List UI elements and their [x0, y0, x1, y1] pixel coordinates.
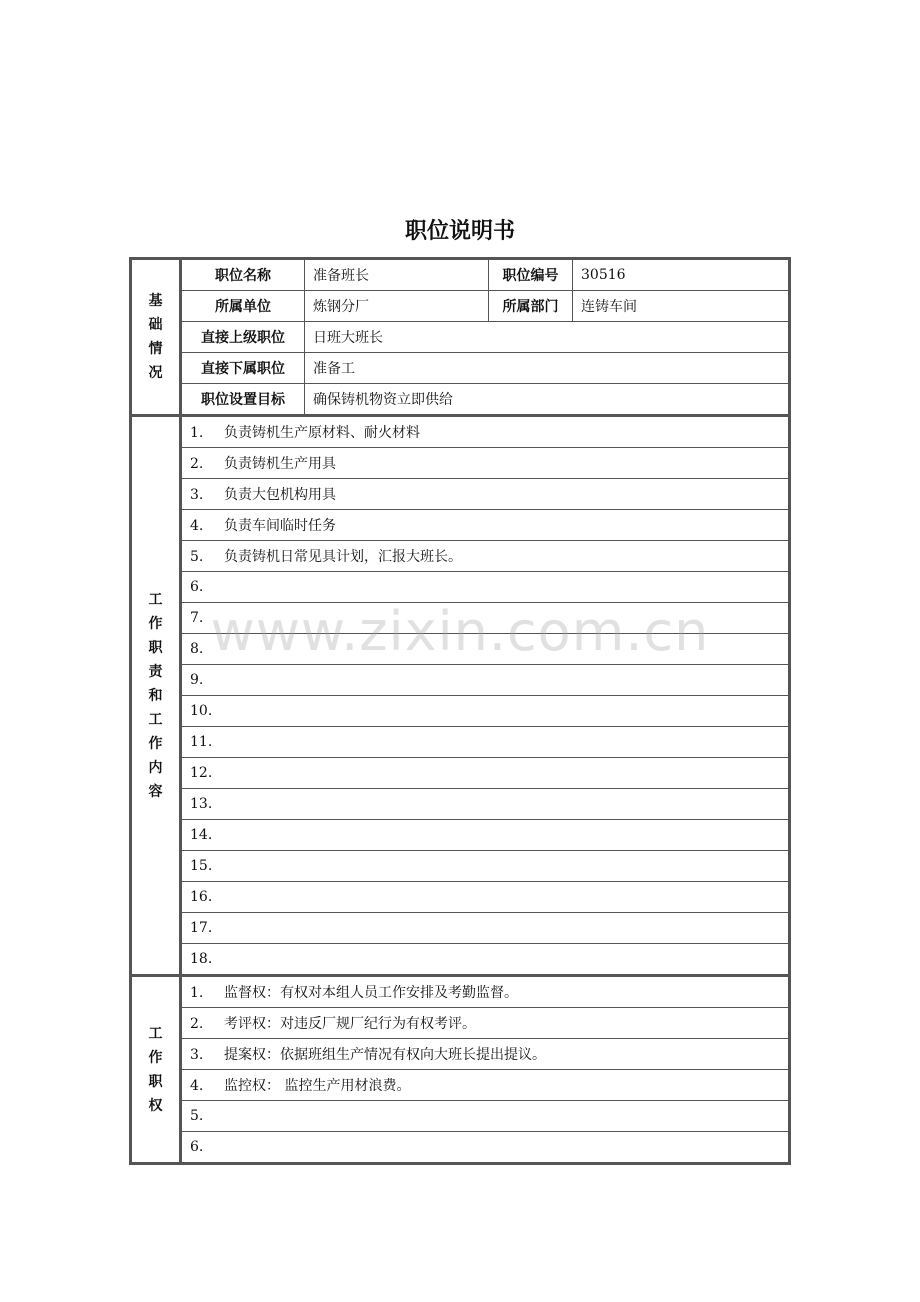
position-code-label: 职位编号 — [489, 259, 573, 291]
item-number: 16. — [190, 889, 213, 905]
authority-row — [131, 976, 790, 1008]
authority-row-cell — [181, 976, 790, 1008]
duty-row — [131, 789, 790, 820]
item-number: 2. — [190, 456, 204, 472]
item-number: 3. — [190, 1047, 204, 1063]
duty-row-cell — [181, 727, 790, 758]
subordinate-label: 直接下属职位 — [181, 353, 305, 384]
item-number: 18. — [190, 951, 213, 967]
item-number: 13. — [190, 796, 213, 812]
item-number: 5. — [190, 1108, 204, 1124]
item-text: 负责大包机构用具 — [224, 487, 336, 503]
item-number: 9. — [190, 672, 204, 688]
item-number: 12. — [190, 765, 213, 781]
duty-row — [131, 416, 790, 448]
duty-row — [131, 696, 790, 727]
goal-label: 职位设置目标 — [181, 384, 305, 416]
department-value: 连铸车间 — [573, 291, 790, 322]
duty-row — [131, 758, 790, 789]
duty-row-cell — [181, 448, 790, 479]
position-name-value: 准备班长 — [305, 259, 489, 291]
watermark: www.zixin.com.cn — [210, 600, 710, 663]
superior-value: 日班大班长 — [305, 322, 790, 353]
item-text: 负责铸机日常见具计划，汇报大班长。 — [224, 549, 462, 565]
duty-row — [131, 820, 790, 851]
item-text: 监督权：有权对本组人员工作安排及考勤监督。 — [224, 985, 518, 1001]
authority-row — [131, 1039, 790, 1070]
duty-row-cell — [181, 572, 790, 603]
authority-row-cell — [181, 1039, 790, 1070]
unit-value: 炼钢分厂 — [305, 291, 489, 322]
authority-row-cell — [181, 1101, 790, 1132]
authority-header: 工作职权 — [131, 976, 181, 1164]
authority-row — [131, 1070, 790, 1101]
duty-row — [131, 479, 790, 510]
duty-row — [131, 727, 790, 758]
duty-row — [131, 665, 790, 696]
duty-row-cell — [181, 603, 790, 634]
duty-row-cell — [181, 789, 790, 820]
duty-row — [131, 448, 790, 479]
duty-row — [131, 603, 790, 634]
duties-header: 工作职责和工作内容 — [131, 416, 181, 976]
item-number: 7. — [190, 610, 204, 626]
duty-row-cell — [181, 510, 790, 541]
authority-row-cell — [181, 1008, 790, 1039]
goal-value: 确保铸机物资立即供给 — [305, 384, 790, 416]
authority-row-cell — [181, 1132, 790, 1164]
duty-row — [131, 913, 790, 944]
item-number: 6. — [190, 1139, 204, 1155]
item-number: 8. — [190, 641, 204, 657]
item-number: 3. — [190, 487, 204, 503]
page-title: 职位说明书 — [404, 219, 515, 244]
duty-row — [131, 944, 790, 976]
duty-row — [131, 510, 790, 541]
item-number: 17. — [190, 920, 213, 936]
duty-row-cell — [181, 541, 790, 572]
item-text: 负责铸机生产原材料、耐火材料 — [224, 425, 420, 441]
duty-row-cell — [181, 913, 790, 944]
item-number: 6. — [190, 579, 204, 595]
position-name-label: 职位名称 — [181, 259, 305, 291]
duty-row — [131, 851, 790, 882]
duty-row-cell — [181, 820, 790, 851]
item-number: 1. — [190, 985, 204, 1001]
item-number: 4. — [190, 518, 204, 534]
item-text: 负责铸机生产用具 — [224, 456, 336, 472]
item-number: 10. — [190, 703, 213, 719]
duty-row-cell — [181, 851, 790, 882]
authority-row — [131, 1008, 790, 1039]
duty-row-cell — [181, 944, 790, 976]
item-number: 11. — [190, 734, 213, 750]
item-number: 1. — [190, 425, 204, 441]
subordinate-value: 准备工 — [305, 353, 790, 384]
duty-row-cell — [181, 758, 790, 789]
duties-section — [131, 416, 790, 976]
item-text: 考评权：对违反厂规厂纪行为有权考评。 — [224, 1016, 476, 1032]
basic-info-header: 基础情况 — [131, 259, 181, 416]
item-number: 4. — [190, 1078, 204, 1094]
duty-row-cell — [181, 882, 790, 913]
authority-row-cell — [181, 1070, 790, 1101]
item-number: 5. — [190, 549, 204, 565]
item-number: 15. — [190, 858, 213, 874]
item-text: 提案权：依据班组生产情况有权向大班长提出提议。 — [224, 1047, 546, 1063]
duty-row — [131, 541, 790, 572]
position-code-value: 30516 — [573, 259, 790, 291]
authority-row — [131, 1101, 790, 1132]
duty-row-cell — [181, 479, 790, 510]
authority-section — [131, 976, 790, 1164]
unit-label: 所属单位 — [181, 291, 305, 322]
item-number: 14. — [190, 827, 213, 843]
item-text: 负责车间临时任务 — [224, 518, 336, 534]
department-label: 所属部门 — [489, 291, 573, 322]
duty-row — [131, 634, 790, 665]
duty-row-cell — [181, 634, 790, 665]
duty-row — [131, 572, 790, 603]
duty-row-cell — [181, 696, 790, 727]
superior-label: 直接上级职位 — [181, 322, 305, 353]
duty-row-cell — [181, 416, 790, 448]
item-number: 2. — [190, 1016, 204, 1032]
duty-row-cell — [181, 665, 790, 696]
job-description-table — [129, 257, 791, 1165]
authority-row — [131, 1132, 790, 1164]
item-text: 监控权： 监控生产用材浪费。 — [224, 1078, 411, 1094]
basic-info-section — [131, 259, 790, 416]
duty-row — [131, 882, 790, 913]
